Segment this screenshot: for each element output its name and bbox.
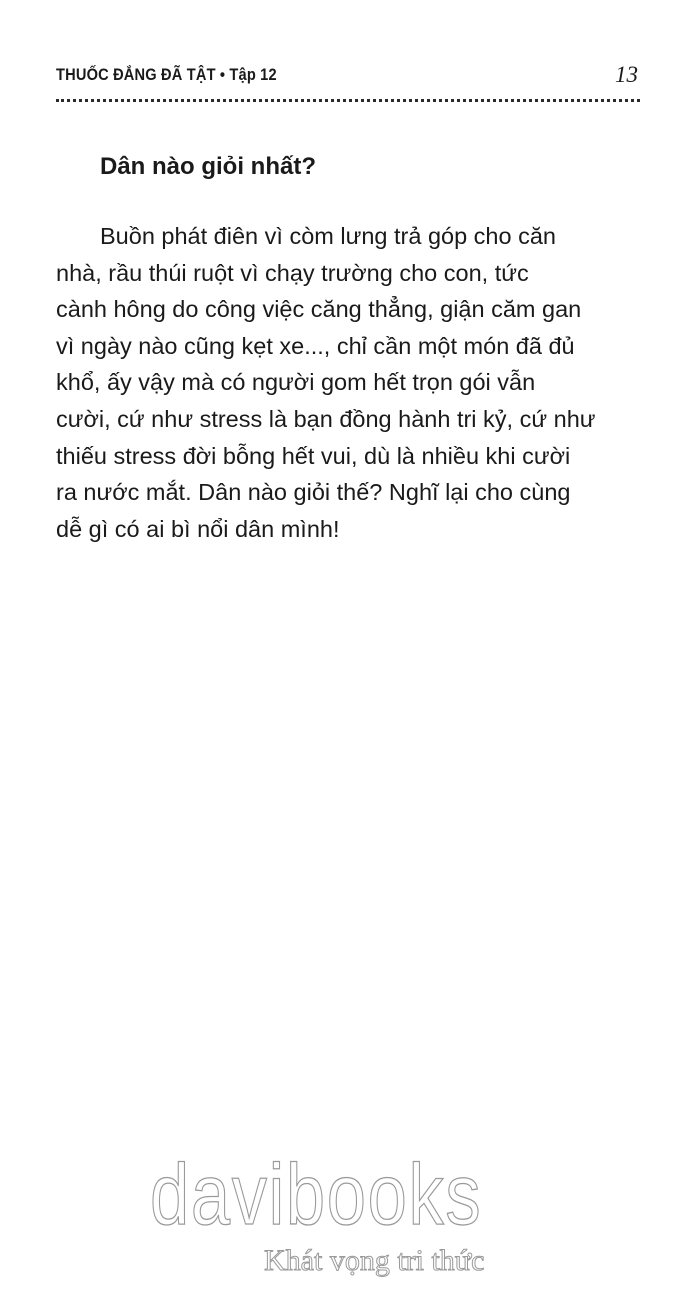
body-line: cành hông do công việc căng thẳng, giận căm gan [56, 296, 582, 323]
body-line: nhà, rầu thúi ruột vì chạy trường cho con, tức [56, 259, 529, 286]
body-line: dễ gì có ai bì nổi dân mình! [56, 515, 340, 542]
body-line: Buồn phát điên vì còm lưng trả góp cho căn [100, 223, 556, 249]
book-title: THUỐC ĐẮNG ĐÃ TẬT • Tập 12 [56, 65, 277, 84]
article-heading: Dân nào giỏi nhất? [100, 153, 316, 180]
article-body [56, 218, 646, 547]
running-header [56, 62, 640, 92]
header-dotted-rule [56, 99, 640, 102]
page-number: 13 [615, 62, 638, 87]
body-line: ra nước mắt. Dân nào giỏi thế? Nghĩ lại cho cùng [56, 479, 571, 506]
body-line: vì ngày nào cũng kẹt xe..., chỉ cần một món đã đủ [56, 332, 575, 359]
body-line: cười, cứ như stress là bạn đồng hành tri kỷ, cứ như [56, 405, 596, 432]
body-line: khổ, ấy vậy mà có người gom hết trọn gói vẫn [56, 369, 536, 396]
watermark-slogan: Khát vọng tri thức [264, 1244, 485, 1277]
watermark-logo: davibooks [150, 1147, 483, 1243]
body-line: thiếu stress đời bỗng hết vui, dù là nhiều khi cười [56, 442, 571, 469]
